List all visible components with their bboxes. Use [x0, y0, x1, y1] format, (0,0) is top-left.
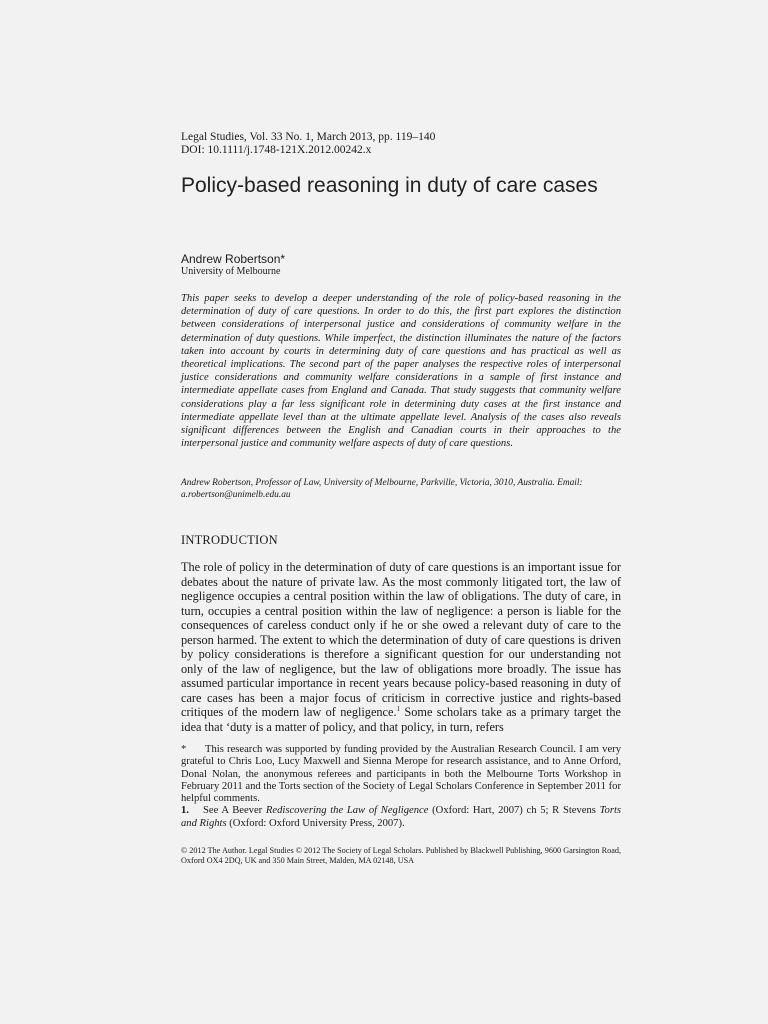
footnote-ref-1: 1 [396, 704, 401, 713]
author-line [181, 253, 285, 266]
footnote-1-marker: 1. [181, 805, 189, 817]
doi: DOI: 10.1111/j.1748-121X.2012.00242.x [181, 143, 372, 156]
footnote-star-marker: * [181, 744, 187, 755]
author-footnote-marker: * [280, 252, 286, 266]
footnote-1-title-2: Torts and Rights [181, 805, 622, 829]
author-note: Andrew Robertson, Professor of Law, University of Melbourne, Parkville, Victoria, 3010, Australia. Email: a.robertson@unimelb.edu.au [181, 478, 583, 500]
footnote-star [181, 744, 621, 805]
copyright-notice: © 2012 The Author. Legal Studies © 2012 The Society of Legal Scholars. Published by Blackwell Publishing, 9600 Garsington Road, Oxford OX4 2DQ, UK and 350 Main Street, Malden, MA 02148, USA [181, 846, 621, 865]
body-text-part-2: Some scholars take as a primary target the idea that ‘duty is a matter of policy, and that policy, in turn, refers [181, 705, 621, 734]
journal-citation: Legal Studies, Vol. 33 No. 1, March 2013, pp. 119–140 [181, 131, 436, 143]
footnote-1-title-1: Rediscovering the Law of Negligence [265, 805, 429, 817]
footnote-1-post: (Oxford: Oxford University Press, 2007). [226, 817, 405, 829]
footnote-1-pre: See A Beever [203, 805, 266, 817]
footnotes [181, 744, 621, 830]
author-name: Andrew Robertson [181, 252, 281, 266]
body-paragraph [181, 560, 621, 734]
abstract: This paper seeks to develop a deeper understanding of the role of policy-based reasoning in the determination of duty of care questions. In order to do this, the first part explores the distinction between considerations of interpersonal justice and considerations of community welfare in the determination of duty questions. While imperfect, the distinction illuminates the nature of the factors taken into account by courts in determining duty of care questions and has practical as well as theoretical implications. The second part of the paper analyses the respective roles of interpersonal justice considerations and community welfare considerations in a sample of first instance and intermediate appellate cases from England and Canada. That study suggests that community welfare considerations play a far less significant role in determining duty cases at the first instance and intermediate appellate level than at the ultimate appellate level. Analysis of the cases also reveals significant differences between the English and Canadian courts in their approaches to the interpersonal justice and community welfare aspects of duty of care questions. [181, 293, 621, 450]
body-text-part-1: The role of policy in the determination of duty of care questions is an important issue for debates about the nature of private law. As the most commonly litigated tort, the law of negligence occupies a central position within the law of obligations. The duty of care, in turn, occupies a central position within the law of negligence: a person is liable for the consequences of careless conduct only if he or she owed a relevant duty of care to the person harmed. The extent to which the determination of duty of care questions is driven by policy considerations is therefore a significant question for our understanding not only of the law of negligence, but the law of obligations more broadly. The issue has assumed particular importance in recent years because policy-based reasoning in duty of care cases has been a major focus of criticism in corrective justice and rights-based critiques of the modern law of negligence. [181, 560, 621, 719]
author-affiliation: University of Melbourne [181, 266, 281, 277]
footnote-star-text: This research was supported by funding provided by the Australian Research Council. I am very grateful to Chris Loo, Lucy Maxwell and Sienna Merope for research assistance, and to Anne Orford, Donal Nolan, the anonymous referees and participants in both the Melbourne Torts Workshop in February 2011 and the Torts section of the Society of Legal Scholars Conference in September 2011 for helpful comments. [181, 744, 621, 805]
journal-meta [181, 131, 435, 156]
section-heading: INTRODUCTION [181, 533, 278, 547]
footnote-1 [181, 805, 621, 830]
footnote-1-mid: (Oxford: Hart, 2007) ch 5; R Stevens [428, 805, 600, 817]
paper-title: Policy-based reasoning in duty of care cases [181, 174, 598, 197]
